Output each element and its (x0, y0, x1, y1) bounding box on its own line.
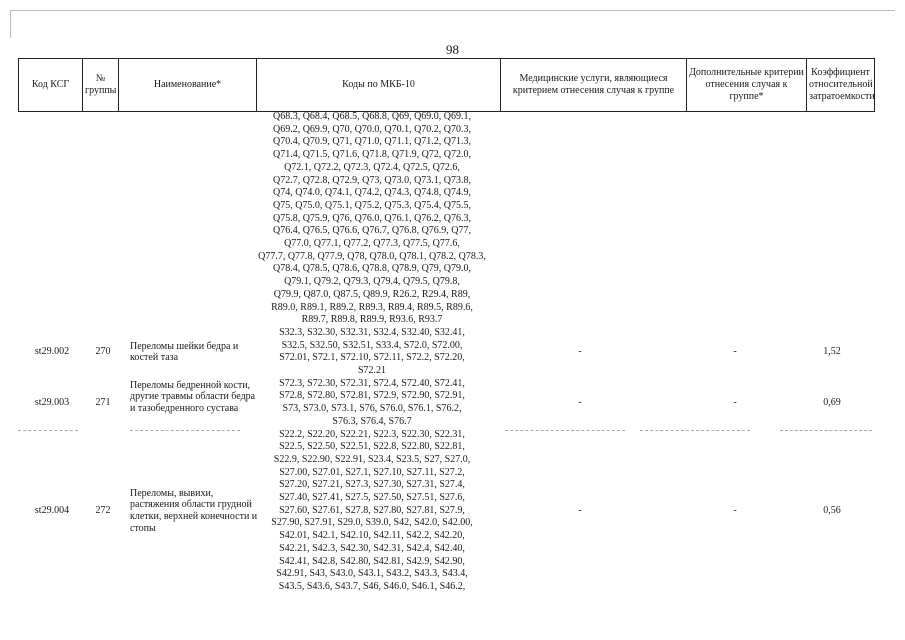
page-number: 98 (446, 42, 459, 57)
code-line: Q69.2, Q69.9, Q70, Q70.0, Q70.1, Q70.2, Q70.3, (272, 123, 472, 135)
code-line: S27.60, S27.61, S27.8, S27.80, S27.81, S27.9, (279, 504, 465, 516)
code-line: S42.01, S42.1, S42.10, S42.11, S42.2, S42.20, (279, 530, 465, 542)
row-extra: - (733, 346, 737, 358)
codes-st29.003 (258, 378, 486, 429)
row-ksg: st29.003 (34, 397, 70, 409)
code-line: S27.90, S27.91, S29.0, S39.0, S42, S42.0, S42.00, (271, 517, 473, 529)
code-line: S32.3, S32.30, S32.31, S32.4, S32.40, S32.41, (279, 326, 465, 338)
row-extra: - (733, 505, 737, 517)
header-extra: Дополнительные критерии отнесения случая к группе* (687, 59, 807, 112)
code-line: Q72.7, Q72.8, Q72.9, Q73, Q73.0, Q73.1, Q73.8, (272, 174, 472, 186)
code-line: S72.01, S72.1, S72.10, S72.11, S72.2, S72.20, (279, 352, 465, 364)
code-line: S22.5, S22.50, S22.51, S22.8, S22.80, S22.81, (279, 441, 465, 453)
code-line: Q77.0, Q77.1, Q77.2, Q77.3, Q77.5, Q77.6, (284, 238, 460, 250)
scan-border-left (10, 10, 11, 38)
row-coef: 1,52 (823, 346, 841, 358)
row-divider (18, 430, 78, 431)
row-coef: 0,56 (823, 505, 841, 517)
code-line: S22.2, S22.20, S22.21, S22.3, S22.30, S22.31, (279, 428, 465, 440)
code-line: Q75.8, Q75.9, Q76, Q76.0, Q76.1, Q76.2, Q76.3, (272, 212, 472, 224)
table-header (18, 58, 875, 112)
row-name: Переломы бедренной кости, другие травмы области бедра и тазобедренного сустава (130, 379, 256, 415)
scan-border-top (10, 10, 895, 11)
row-group: 272 (95, 505, 111, 517)
code-line: Q71.4, Q71.5, Q71.6, Q71.8, Q71.9, Q72, Q72.0, (272, 149, 472, 161)
code-line: S72.3, S72.30, S72.31, S72.4, S72.40, S72.41, (279, 377, 465, 389)
row-name: Переломы шейки бедра и костей таза (130, 340, 239, 364)
code-line: S27.20, S27.21, S27.3, S27.30, S27.31, S27.4, (279, 479, 465, 491)
codes-st29.002 (258, 327, 486, 378)
row-divider (640, 430, 750, 431)
code-line: Q70.4, Q70.9, Q71, Q71.0, Q71.1, Q71.2, Q71.3, (272, 136, 472, 148)
row-coef: 0,69 (823, 397, 841, 409)
row-services: - (578, 505, 582, 517)
row-group: 270 (95, 346, 111, 358)
code-line: Q72.1, Q72.2, Q72.3, Q72.4, Q72.5, Q72.6, (284, 161, 460, 173)
header-services: Медицинские услуги, являющиеся критерием отнесения случая к группе (501, 59, 687, 112)
code-line: S42.91, S43, S43.0, S43.1, S43.2, S43.3, S43.4, (276, 568, 468, 580)
code-line: S22.9, S22.90, S22.91, S23.4, S23.5, S27, S27.0, (273, 453, 471, 465)
code-line: Q68.3, Q68.4, Q68.5, Q68.8, Q69, Q69.0, Q69.1, (272, 111, 472, 122)
code-line: Q75, Q75.0, Q75.1, Q75.2, Q75.3, Q75.4, Q75.5, (272, 199, 472, 211)
row-extra: - (733, 397, 737, 409)
code-line: S43.5, S43.6, S43.7, S46, S46.0, S46.1, S46.2, (278, 580, 466, 592)
row-group: 271 (95, 397, 111, 409)
code-line: S73, S73.0, S73.1, S76, S76.0, S76.1, S76.2, (282, 403, 462, 415)
code-line: Q79.9, Q87.0, Q87.5, Q89.9, R26.2, R29.4, R89, (273, 288, 471, 300)
header-name: Наименование* (119, 59, 257, 112)
header-group: № группы (83, 59, 119, 112)
header-coef: Коэффициент относительной затратоемкости (807, 59, 875, 112)
row-ksg: st29.002 (34, 346, 70, 358)
header-codes: Коды по МКБ-10 (257, 59, 501, 112)
code-line: Q76.4, Q76.5, Q76.6, Q76.7, Q76.8, Q76.9, Q77, (272, 225, 472, 237)
code-line: Q78.4, Q78.5, Q78.6, Q78.8, Q78.9, Q79, Q79.0, (272, 263, 472, 275)
code-line: Q74, Q74.0, Q74.1, Q74.2, Q74.3, Q74.8, Q74.9, (272, 187, 472, 199)
row-services: - (578, 397, 582, 409)
row-services: - (578, 346, 582, 358)
row-divider (130, 430, 240, 431)
code-line: R89.7, R89.8, R89.9, R93.6, R93.7 (301, 314, 443, 326)
row-divider (780, 430, 872, 431)
code-line: S42.21, S42.3, S42.30, S42.31, S42.4, S42.40, (279, 542, 465, 554)
code-line: Q77.7, Q77.8, Q77.9, Q78, Q78.0, Q78.1, Q78.2, Q78.3, (258, 250, 486, 262)
code-line: S72.21 (357, 365, 387, 376)
row-name: Переломы, вывихи, растяжения области грудной клетки, верхней конечности и стопы (130, 487, 258, 534)
code-line: S72.8, S72.80, S72.81, S72.9, S72.90, S72.91, (279, 390, 465, 402)
row-divider (505, 430, 625, 431)
header-ksg: Код КСГ (19, 59, 83, 112)
code-line: S27.00, S27.01, S27.1, S27.10, S27.11, S27.2, (279, 466, 465, 478)
codes-st29.004 (258, 429, 486, 594)
code-line: S32.5, S32.50, S32.51, S33.4, S72.0, S72.00, (281, 339, 463, 351)
code-line: R89.0, R89.1, R89.2, R89.3, R89.4, R89.5, R89.6, (271, 301, 473, 313)
code-line: S27.40, S27.41, S27.5, S27.50, S27.51, S27.6, (279, 492, 465, 504)
code-line: S76.3, S76.4, S76.7 (332, 415, 412, 427)
code-line: Q79.1, Q79.2, Q79.3, Q79.4, Q79.5, Q79.8, (284, 276, 460, 288)
row-ksg: st29.004 (34, 505, 70, 517)
code-line: S42.41, S42.8, S42.80, S42.81, S42.9, S42.90, (279, 555, 465, 567)
codes-continuation (258, 111, 486, 327)
